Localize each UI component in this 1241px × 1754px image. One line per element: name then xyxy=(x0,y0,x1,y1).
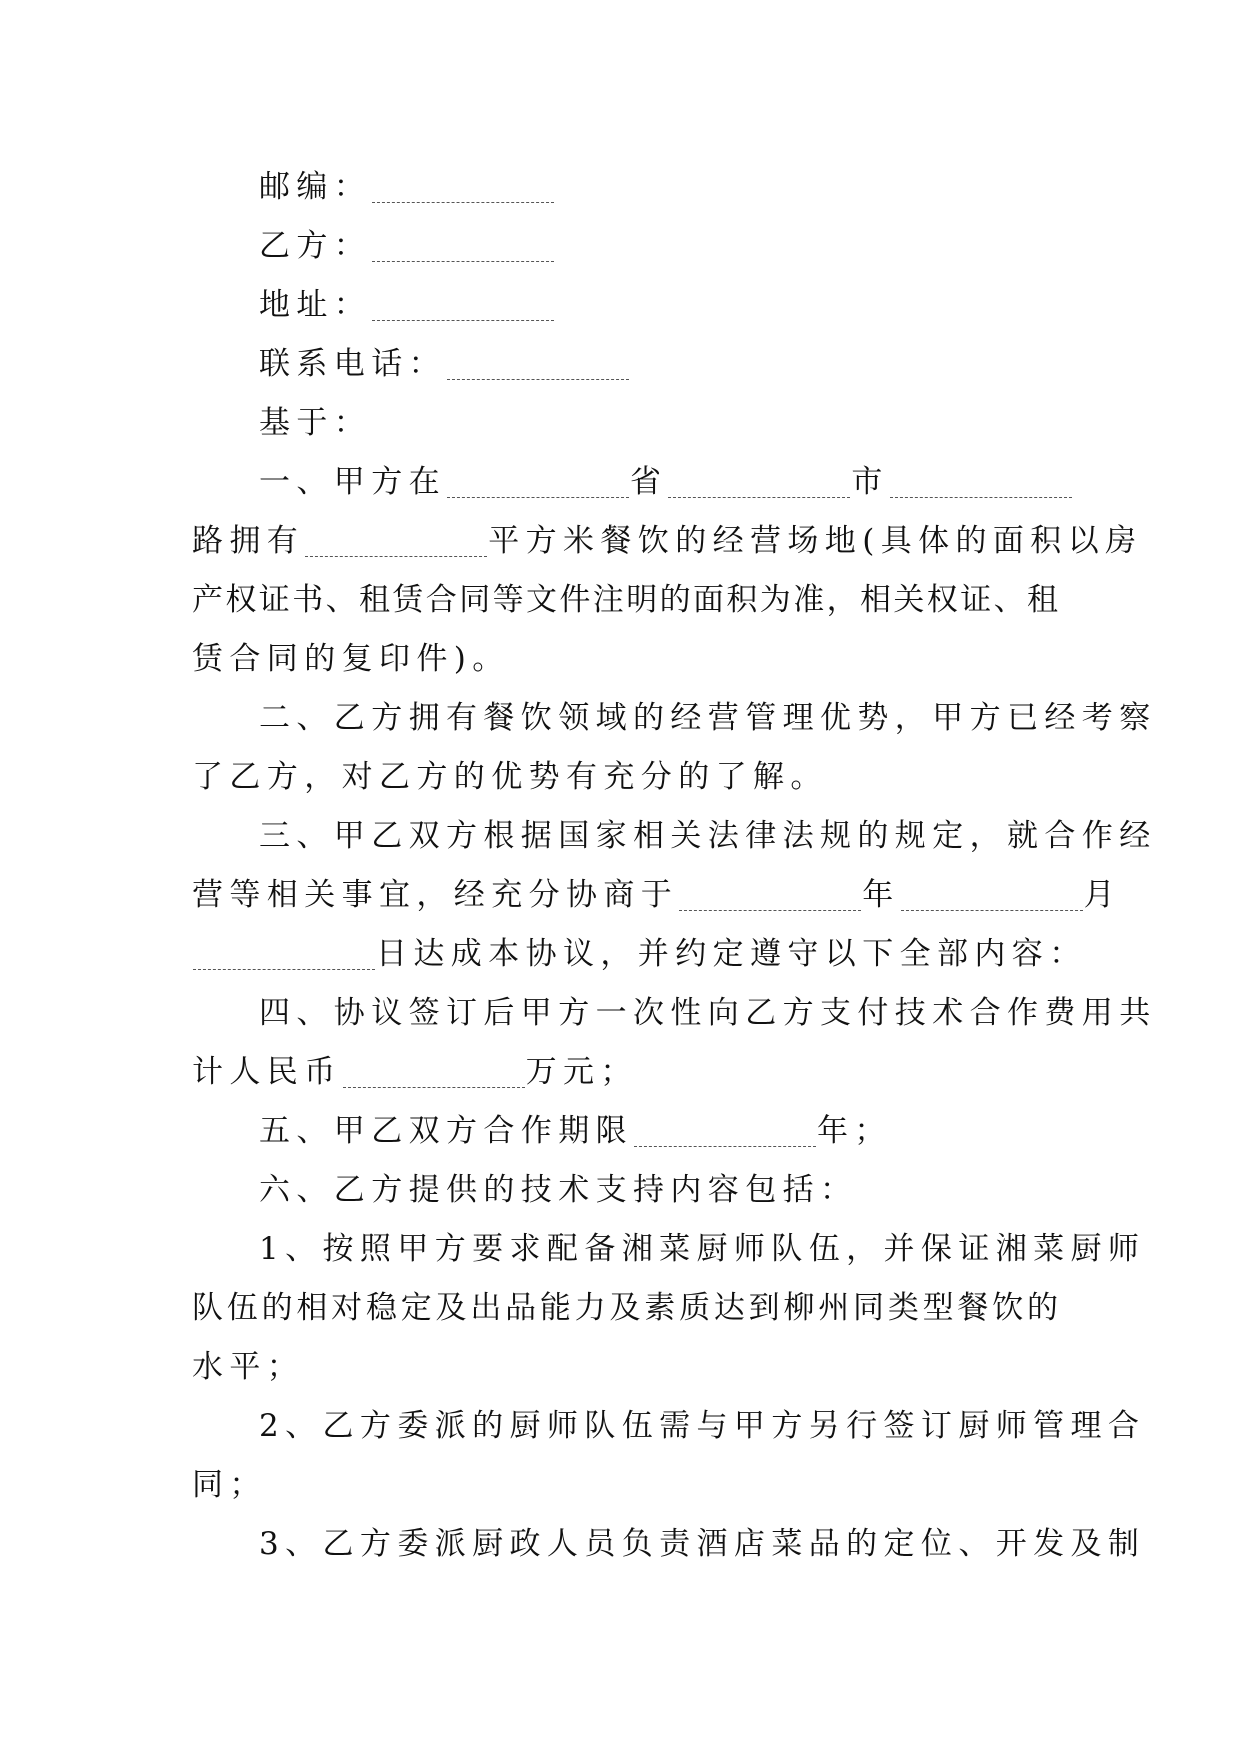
phone-label: 联系电话： xyxy=(259,346,446,382)
item-3-text-1: 3、乙方委派厨政人员负责酒店菜品的定位、开发及制 xyxy=(259,1526,1146,1562)
clause-3-line-3 xyxy=(192,925,1087,984)
item-1-line-2 xyxy=(192,1279,1060,1338)
province-blank xyxy=(447,466,629,498)
clause-1-text-f: 产权证书、租赁合同等文件注明的面积为准，相关权证、租 xyxy=(192,582,1060,618)
item-1-line-3 xyxy=(192,1338,1060,1397)
clause-3-text-d: 日达成本协议，并约定遵守以下全部内容： xyxy=(376,936,1087,972)
road-blank xyxy=(890,466,1072,498)
item-1-text-3: 水平； xyxy=(192,1349,305,1385)
clause-1-text-e: 平方米餐饮的经营场地(具体的面积以房 xyxy=(488,523,1143,559)
clause-4-text-b: 万元； xyxy=(525,1054,638,1090)
item-1-text-2: 队伍的相对稳定及出品能力及素质达到柳州同类型餐饮的 xyxy=(192,1290,1060,1326)
clause-1-text-d: 路拥有 xyxy=(192,523,305,559)
term-years-blank xyxy=(634,1115,816,1147)
party-b-blank xyxy=(372,230,554,262)
item-2-text-2: 同； xyxy=(192,1467,267,1503)
address-label: 地址： xyxy=(259,287,372,323)
phone-line xyxy=(192,335,1060,394)
area-blank xyxy=(305,525,487,557)
clause-2-line-2 xyxy=(192,748,1060,807)
clause-1-line-2 xyxy=(192,512,1143,571)
clause-6-heading-text: 六、乙方提供的技术支持内容包括： xyxy=(259,1172,858,1208)
agreement-month-blank xyxy=(901,879,1083,911)
clause-3-line-2 xyxy=(192,866,1122,925)
clause-1-text-c: 市 xyxy=(851,464,889,500)
clause-3-text-1: 三、甲乙双方根据国家相关法律法规的规定，就合作经 xyxy=(259,818,1157,854)
clause-3-line-1 xyxy=(192,807,1157,866)
clause-6-heading xyxy=(192,1161,1060,1220)
postcode-label: 邮编： xyxy=(259,169,372,205)
item-2-text-1: 2、乙方委派的厨师队伍需与甲方另行签订厨师管理合 xyxy=(259,1408,1146,1444)
address-blank xyxy=(372,289,554,321)
clause-5-text-b: 年； xyxy=(817,1113,892,1149)
clause-5-line xyxy=(192,1102,1060,1161)
clause-4-text-a: 计人民币 xyxy=(192,1054,342,1090)
clause-4-line-2 xyxy=(192,1043,1060,1102)
clause-1-text-g: 赁合同的复印件)。 xyxy=(192,641,510,677)
agreement-day-blank xyxy=(193,938,375,970)
item-2-line-2 xyxy=(192,1456,1060,1515)
party-b-label: 乙方： xyxy=(259,228,372,264)
clause-1-text-a: 一、甲方在 xyxy=(259,464,446,500)
clause-1-line-4 xyxy=(192,630,1060,689)
clause-2-text-2: 了乙方，对乙方的优势有充分的了解。 xyxy=(192,759,828,795)
clause-4-line-1 xyxy=(192,984,1157,1043)
agreement-year-blank xyxy=(679,879,861,911)
item-2-line-1 xyxy=(192,1397,1146,1456)
basis-label: 基于： xyxy=(259,405,372,441)
clause-1-text-b: 省 xyxy=(630,464,668,500)
postcode-line xyxy=(192,158,1060,217)
basis-line xyxy=(192,394,1060,453)
phone-blank xyxy=(447,348,629,380)
clause-3-text-c: 月 xyxy=(1083,877,1122,913)
clause-3-text-b: 年 xyxy=(862,877,900,913)
clause-5-text-a: 五、甲乙双方合作期限 xyxy=(259,1113,633,1149)
item-1-line-1 xyxy=(192,1220,1146,1279)
city-blank xyxy=(668,466,850,498)
item-1-text-1: 1、按照甲方要求配备湘菜厨师队伍，并保证湘菜厨师 xyxy=(259,1231,1146,1267)
fee-amount-blank xyxy=(343,1056,525,1088)
clause-3-text-a: 营等相关事宜，经充分协商于 xyxy=(192,877,679,913)
clause-2-text-1: 二、乙方拥有餐饮领域的经营管理优势，甲方已经考察 xyxy=(259,700,1157,736)
clause-4-text-1: 四、协议签订后甲方一次性向乙方支付技术合作费用共 xyxy=(259,995,1157,1031)
postcode-blank xyxy=(372,171,554,203)
address-line xyxy=(192,276,1060,335)
contract-body xyxy=(192,158,1157,1574)
party-b-line xyxy=(192,217,1060,276)
item-3-line-1 xyxy=(192,1515,1146,1574)
clause-1-line-1 xyxy=(192,453,1060,512)
clause-1-line-3 xyxy=(192,571,1060,630)
clause-2-line-1 xyxy=(192,689,1157,748)
